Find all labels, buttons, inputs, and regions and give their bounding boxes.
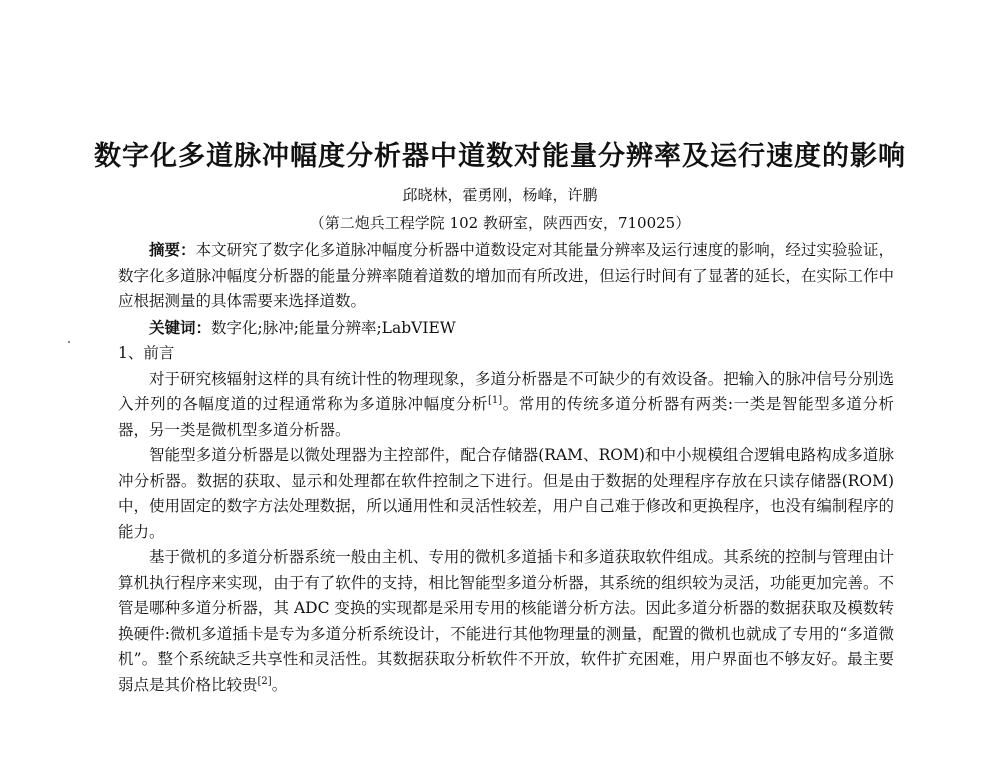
intro-paragraph-3-text: 基于微机的多道分析器系统一般由主机、专用的微机多道插卡和多道获取软件组成。其系统的控制与管理由计算机执行程序来实现，由于有了软件的支持，相比智能型多道分析器，其系统的组织较为灵活，功能更加完善。不管是哪种多道分析器，其 ADC 变换的实现都是采用专用的核能谱分析方法。因此多道分析器的数据获取及模数转换硬件:微机多道插卡是专为多道分析系统设计，不能进行其他物理量的测量，配置的微机也就成了专用的“多道微机”。整个系统缺乏共享性和灵活性。其数据获取分析软件不开放，软件扩充困难，用户界面也不够友好。最主要弱点是其价格比较贵 (118, 548, 894, 694)
keywords-label: 关键词： (149, 317, 212, 337)
intro-paragraph-3 (118, 545, 894, 698)
intro-paragraph-3-text-end: 。 (271, 675, 288, 694)
abstract-label: 摘要： (149, 240, 196, 259)
keywords (118, 315, 894, 342)
intro-paragraph-1-text-end: 。常用的传统多道分析器有两类:一类是智能型多道分析器，另一类是微机型多道分析器。 (118, 395, 894, 439)
paper-title: 数字化多道脉冲幅度分析器中道数对能量分辨率及运行速度的影响 (94, 141, 906, 172)
paper-body (118, 237, 894, 698)
author-list: 邱晓林，霍勇刚，杨峰，许鹏 (402, 186, 598, 204)
abstract (118, 237, 894, 315)
section-heading-intro: 1、前言 (118, 344, 175, 362)
scan-speck (68, 341, 70, 343)
intro-paragraph-1-text: 对于研究核辐射这样的具有统计性的物理现象，多道分析器是不可缺少的有效设备。把输入的脉冲信号分别选入并列的各幅度道的过程通常称为多道脉冲幅度分析 (118, 369, 894, 413)
intro-paragraph-2: 智能型多道分析器是以微处理器为主控部件，配合存储器(RAM、ROM)和中小规模组合逻辑电路构成多道脉冲分析器。数据的获取、显示和处理都在软件控制之下进行。但是由于数据的处理程序存放在只读存储器(ROM)中，使用固定的数字方法处理数据，所以通用性和灵活性较差，用户自己难于修改和更换程序，也没有编制程序的能力。 (118, 446, 894, 541)
citation-ref-2: [2] (257, 675, 272, 687)
citation-ref-1: [1] (487, 395, 503, 406)
intro-paragraph-1 (118, 367, 894, 444)
keywords-text: 数字化;脉冲;能量分辨率;LabVIEW (211, 318, 456, 337)
affiliation: （第二炮兵工程学院 102 教研室，陕西西安，710025） (309, 214, 691, 232)
abstract-text: 本文研究了数字化多道脉冲幅度分析器中道数设定对其能量分辨率及运行速度的影响，经过实验验证，数字化多道脉冲幅度分析器的能量分辨率随着道数的增加而有所改进，但运行时间有了显著的延长，在实际工作中应根据测量的具体需要来选择道数。 (118, 241, 894, 310)
